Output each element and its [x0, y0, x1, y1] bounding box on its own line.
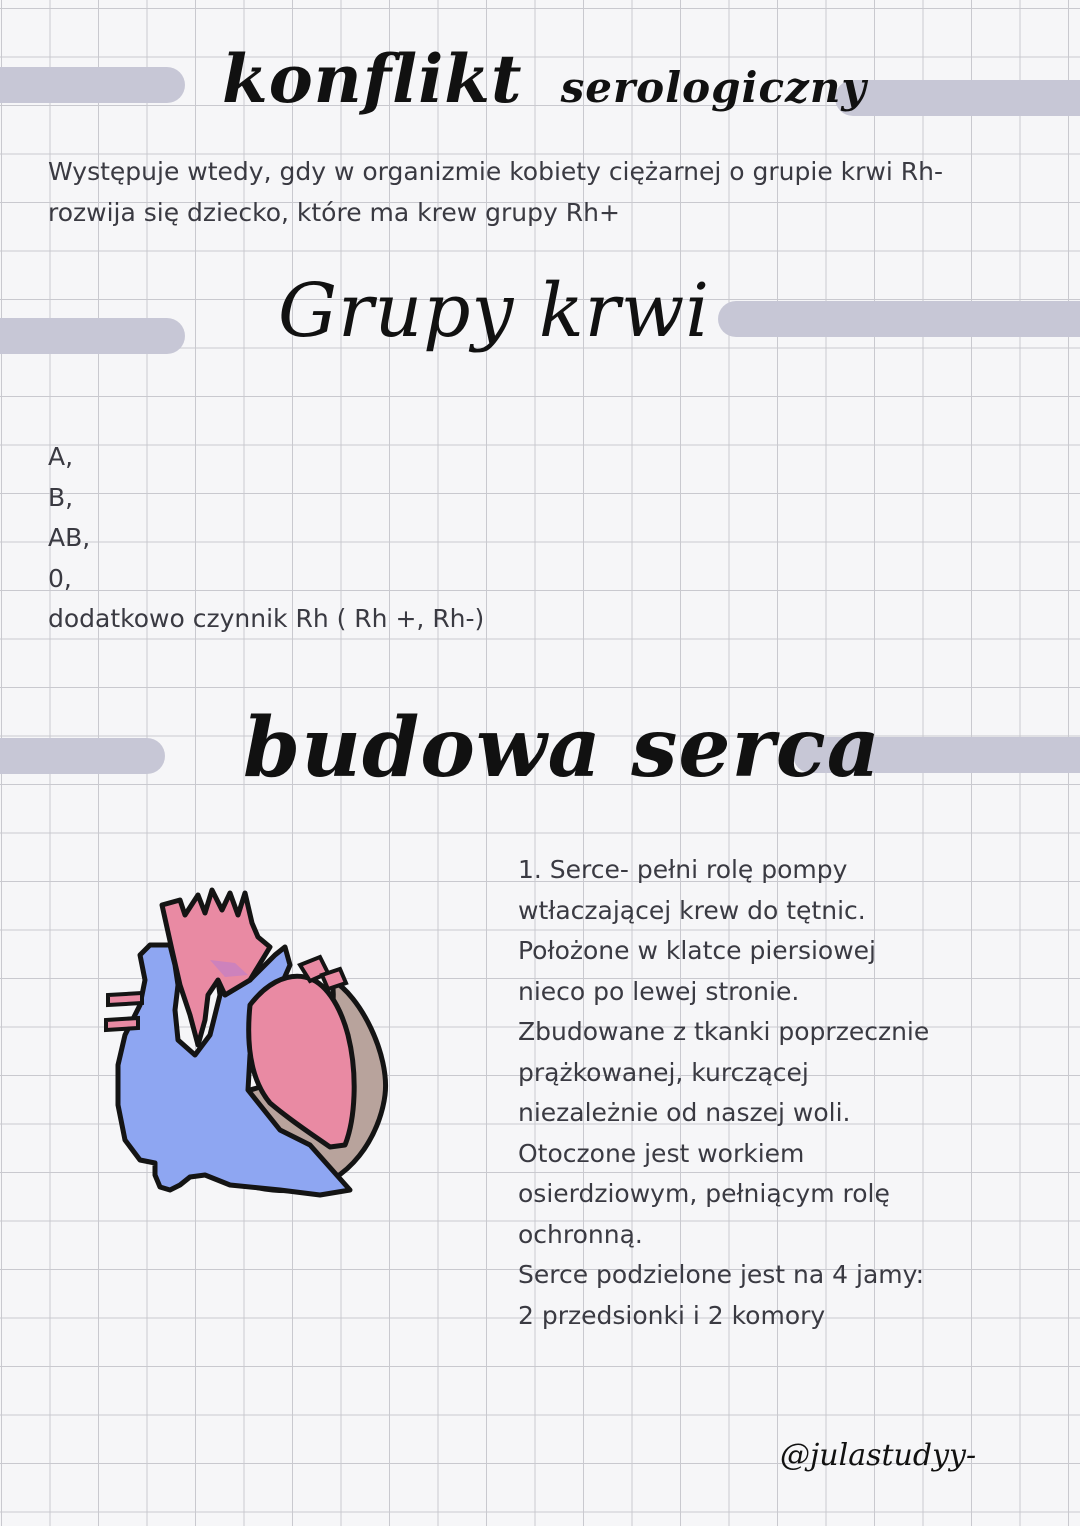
title-bar-left-1 [0, 67, 185, 103]
blood-group-a: A, [48, 442, 74, 471]
vein-stub-upper [108, 993, 142, 1005]
heart-line-2: wtłaczającej krew do tętnic. [518, 895, 866, 925]
author-signature: @julastudyy- [780, 1438, 977, 1473]
blood-group-ab: AB, [48, 523, 91, 552]
heart-line-12: 2 przedsionki i 2 komory [518, 1300, 826, 1330]
vein-stub-lower [106, 1018, 138, 1030]
conflict-line-2: rozwija się dziecko, które ma krew grupy Rh+ [48, 197, 620, 227]
heart-description [518, 850, 929, 1336]
heart-line-11: Serce podzielone jest na 4 jamy: [518, 1260, 925, 1289]
blood-group-b: B, [48, 482, 74, 512]
vein-stub-right-2 [322, 969, 346, 989]
title-bar-right-1 [835, 80, 1080, 116]
title-heart-structure: budowa serca [243, 700, 881, 796]
heart-line-10: ochronną. [518, 1219, 643, 1249]
title-bar-right-2 [718, 301, 1080, 337]
title-word-konflikt: konflikt [222, 40, 523, 118]
heart-line-4: nieco po lewej stronie. [518, 976, 800, 1006]
heart-line-3: Położone w klatce piersiowej [518, 936, 876, 965]
rh-factor-note: dodatkowo czynnik Rh ( Rh +, Rh-) [48, 604, 485, 633]
title-word-serologiczny: serologiczny [560, 63, 867, 112]
conflict-description [48, 152, 943, 233]
title-bar-left-2 [0, 318, 185, 354]
heart-line-6: prążkowanej, kurczącej [518, 1057, 809, 1087]
heart-line-9: osierdziowym, pełniącym rolę [518, 1179, 890, 1208]
title-blood-groups: Grupy krwi [278, 268, 711, 354]
heart-line-8: Otoczone jest workiem [518, 1138, 805, 1168]
title-serological-conflict [222, 40, 867, 118]
blood-group-list [48, 437, 484, 640]
heart-illustration [100, 885, 400, 1205]
title-bar-left-3 [0, 738, 165, 774]
conflict-line-1: Występuje wtedy, gdy w organizmie kobiety ciężarnej o grupie krwi Rh- [48, 157, 943, 186]
heart-line-7: niezależnie od naszej woli. [518, 1098, 851, 1127]
blood-group-0: 0, [48, 563, 72, 593]
heart-line-5: Zbudowane z tkanki poprzecznie [518, 1017, 930, 1046]
heart-line-1: 1. Serce- pełni rolę pompy [518, 855, 848, 884]
